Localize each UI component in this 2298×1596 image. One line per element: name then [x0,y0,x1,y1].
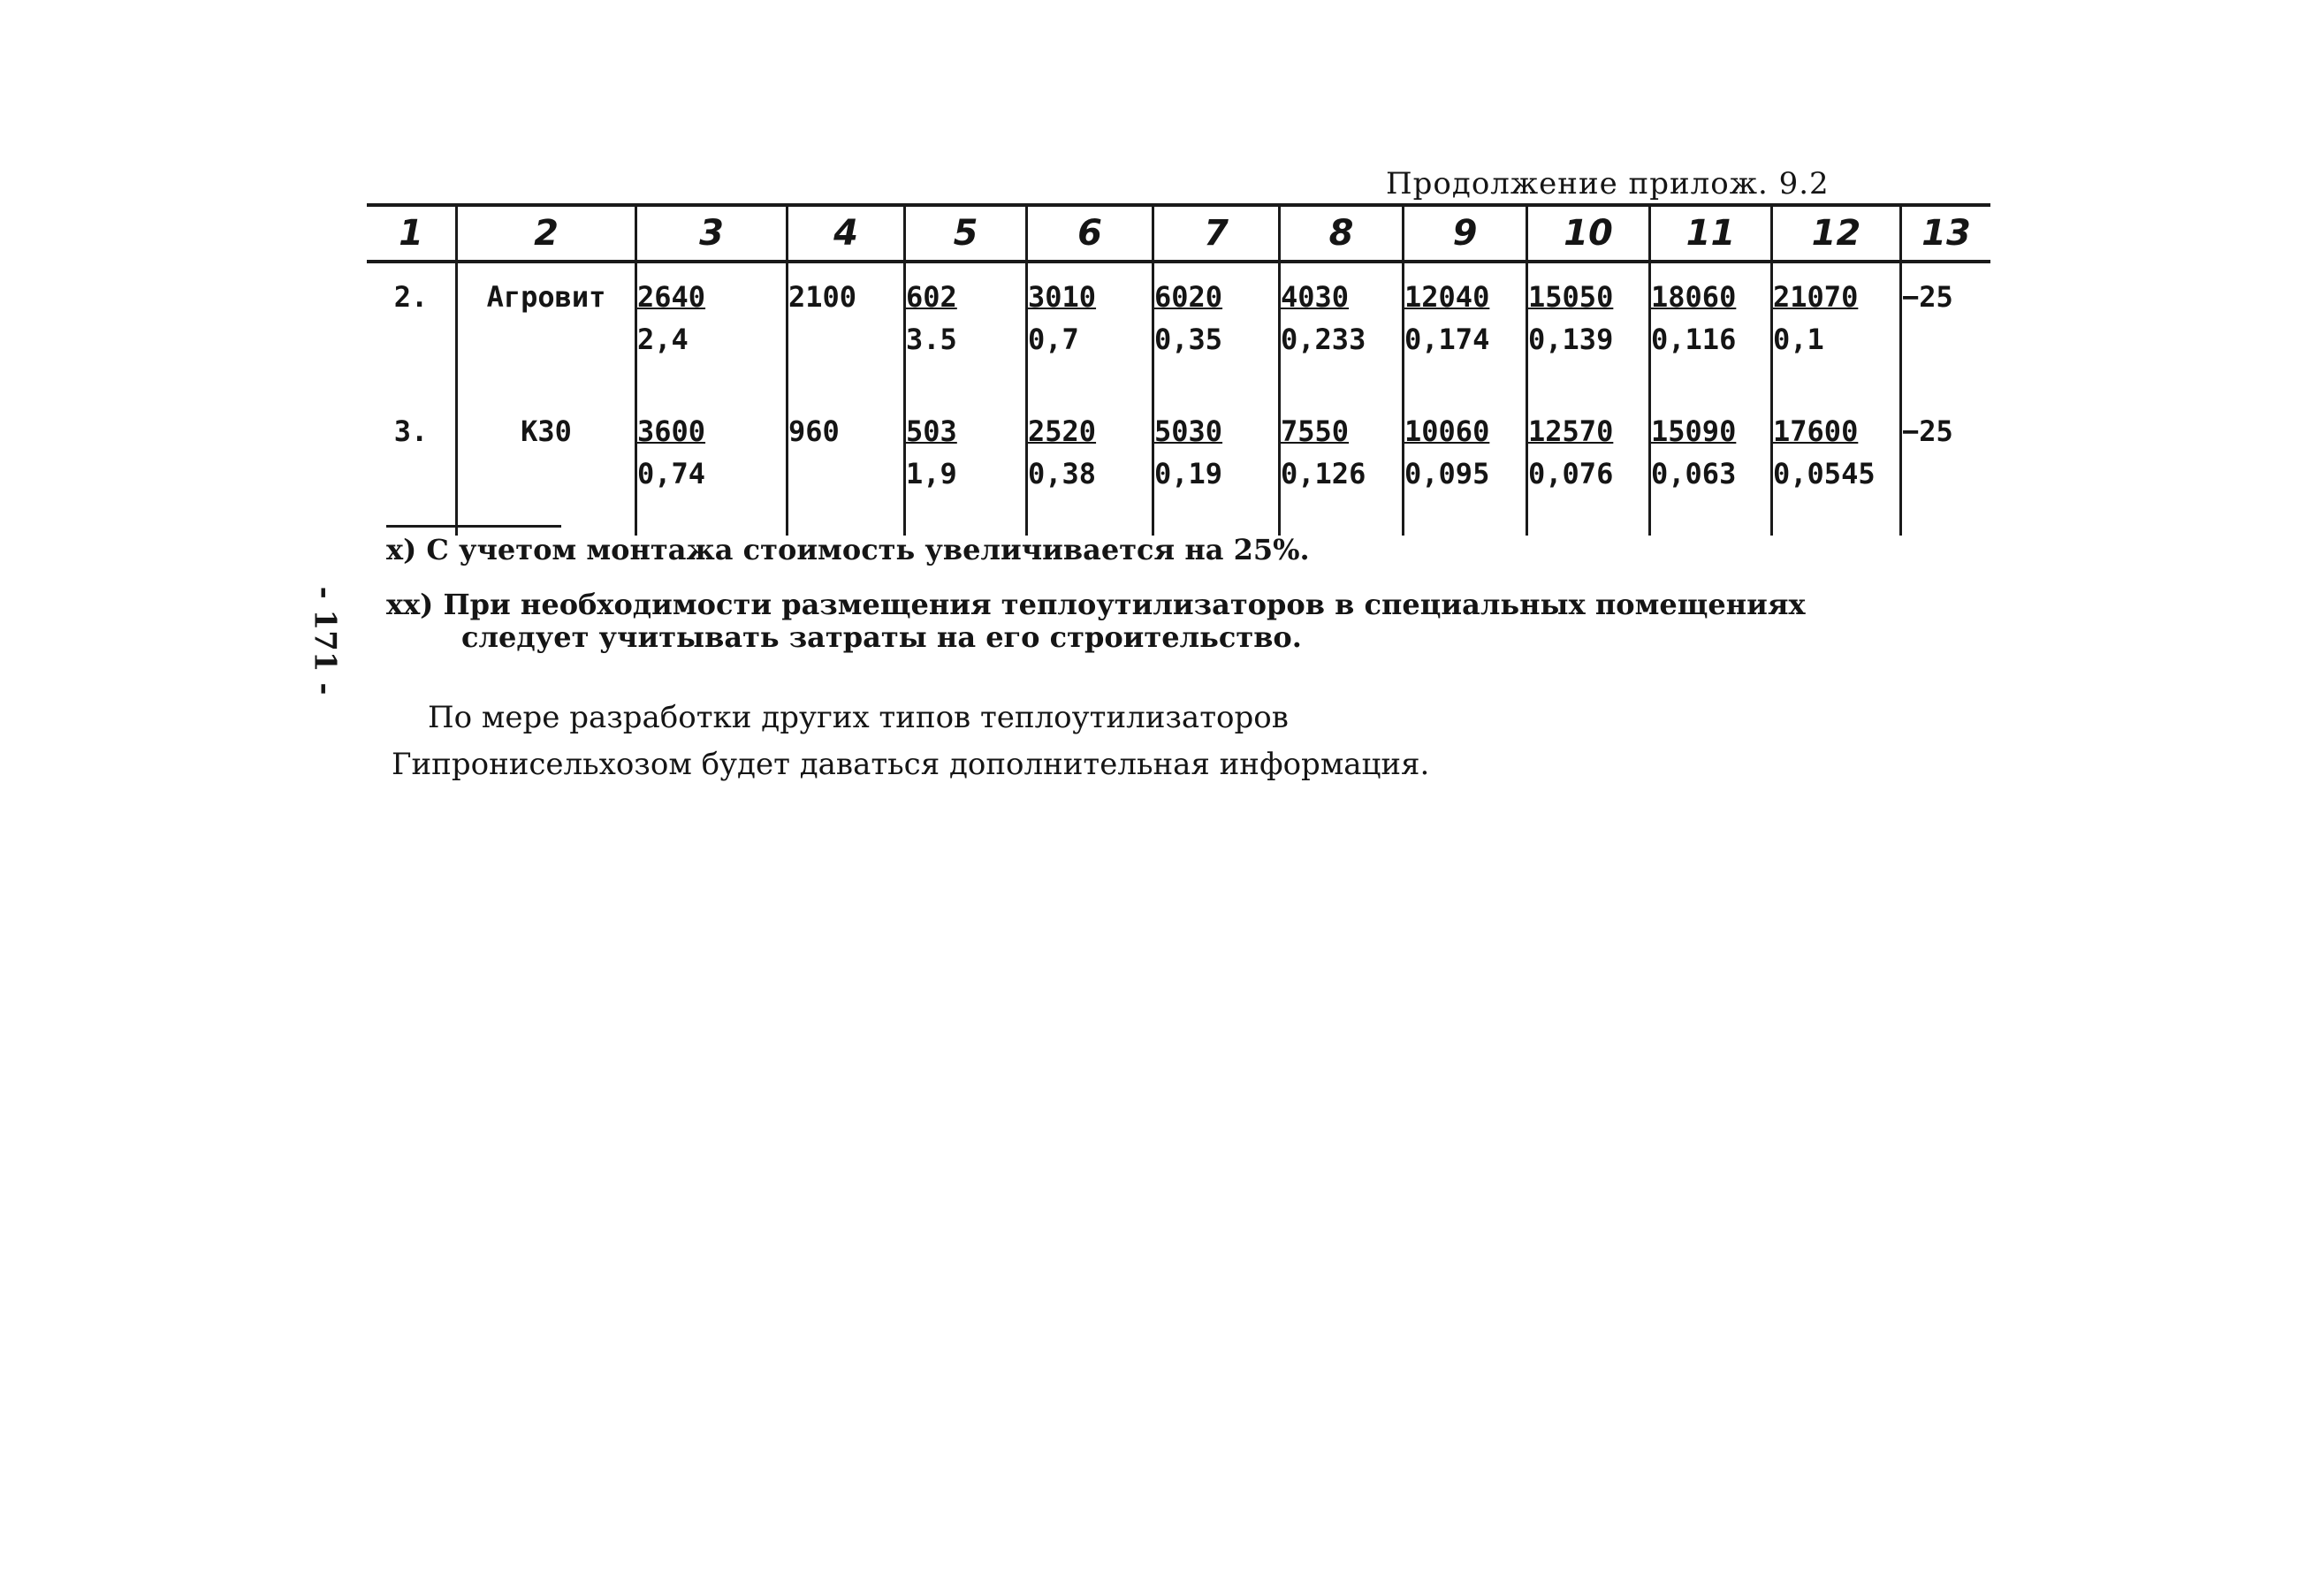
value-denominator: 1,9 [906,457,957,490]
value-cell [1650,392,1772,536]
column-header: 5 [905,205,1027,262]
value-denominator: 0,19 [1154,457,1223,490]
value-denominator: 0,0545 [1773,457,1876,490]
column-header: 3 [636,205,788,262]
value-denominator: 0,126 [1281,457,1366,490]
value-cell [1650,262,1772,392]
value-denominator: 0,174 [1404,323,1490,356]
row-number: 2. [393,280,429,314]
value-cell [1280,392,1404,536]
value-numerator: 7550 [1281,414,1350,448]
table-row [367,392,1990,536]
column-header: 1 [399,213,423,254]
value-numerator: 12040 [1404,280,1490,314]
value-numerator: 12570 [1528,414,1614,448]
column-header: 6 [1027,205,1153,262]
value-numerator: 602 [906,280,957,314]
value-cell [636,392,788,536]
value-cell [1153,262,1280,392]
row-number: 3. [393,414,429,448]
cost-table-container [367,203,1990,536]
value-numerator: 6020 [1154,280,1223,314]
footnote-1: х) С учетом монтажа стоимость увеличивается на 25%. [386,533,1310,566]
device-name: Агровит [457,262,636,392]
value-denominator: 0,063 [1651,457,1737,490]
value-numerator: 2520 [1028,414,1097,448]
value-cell [636,262,788,392]
value-numerator: 503 [906,414,957,448]
value-denominator: 0,7 [1028,323,1079,356]
value-denominator: 0,139 [1528,323,1614,356]
value-denominator: 0,233 [1281,323,1366,356]
value-denominator: 0,38 [1028,457,1097,490]
column-header: 8 [1280,205,1404,262]
value-denominator: 0,35 [1154,323,1223,356]
value-cell [1404,392,1527,536]
device-name: К30 [457,392,636,536]
value-numerator: 3010 [1028,280,1097,314]
value-cell [1527,392,1650,536]
column-header: 12 [1772,205,1901,262]
value-cell [1153,392,1280,536]
value-denominator: 2,4 [637,323,689,356]
footnote-2: хх) При необходимости размещения теплоутилизаторов в специальных помещениях [386,588,1806,621]
value-numerator: 3600 [637,414,706,448]
value-cell [1027,392,1153,536]
column-header: 10 [1527,205,1650,262]
footnote-rule [386,525,561,528]
closing-paragraph-line-2: Гипронисельхозом будет даваться дополнительная информация. [392,747,1430,782]
value-denominator: 0,1 [1773,323,1824,356]
value-numerator: 4030 [1281,280,1350,314]
column-header: 7 [1153,205,1280,262]
value-cell: −25 [1901,392,1991,536]
value-denominator: 0,076 [1528,457,1614,490]
value-denominator: 3.5 [906,323,957,356]
value-numerator: 10060 [1404,414,1490,448]
table-row [367,262,1990,392]
value-cell [1772,392,1901,536]
value-numerator: 15050 [1528,280,1614,314]
value-cell [1772,262,1901,392]
value-cell [1527,262,1650,392]
value-cell: −25 [1901,262,1991,392]
value-numerator: 17600 [1773,414,1859,448]
page-number: - 171 - [307,586,343,695]
value-denominator: 0,74 [637,457,706,490]
table-header-row [367,205,1990,262]
value-numerator: 18060 [1651,280,1737,314]
value-cell [905,262,1027,392]
value-cell: 2100 [788,262,905,392]
value-numerator: 21070 [1773,280,1859,314]
value-cell [1280,262,1404,392]
value-numerator: 2640 [637,280,706,314]
cost-table [367,203,1990,536]
value-cell [905,392,1027,536]
value-cell [1404,262,1527,392]
value-numerator: 5030 [1154,414,1223,448]
column-header: 4 [788,205,905,262]
value-denominator: 0,095 [1404,457,1490,490]
closing-paragraph-line-1: По мере разработки других типов теплоутилизаторов [428,700,1289,735]
footnote-2-continuation: следует учитывать затраты на его строительство. [461,620,1302,654]
column-header: 2 [457,205,636,262]
column-header: 11 [1650,205,1772,262]
value-cell [1027,262,1153,392]
column-header: 13 [1901,205,1991,262]
value-denominator: 0,116 [1651,323,1737,356]
value-numerator: 15090 [1651,414,1737,448]
value-cell: 960 [788,392,905,536]
column-header: 9 [1404,205,1527,262]
table-caption: Продолжение прилож. 9.2 [1386,166,1830,201]
